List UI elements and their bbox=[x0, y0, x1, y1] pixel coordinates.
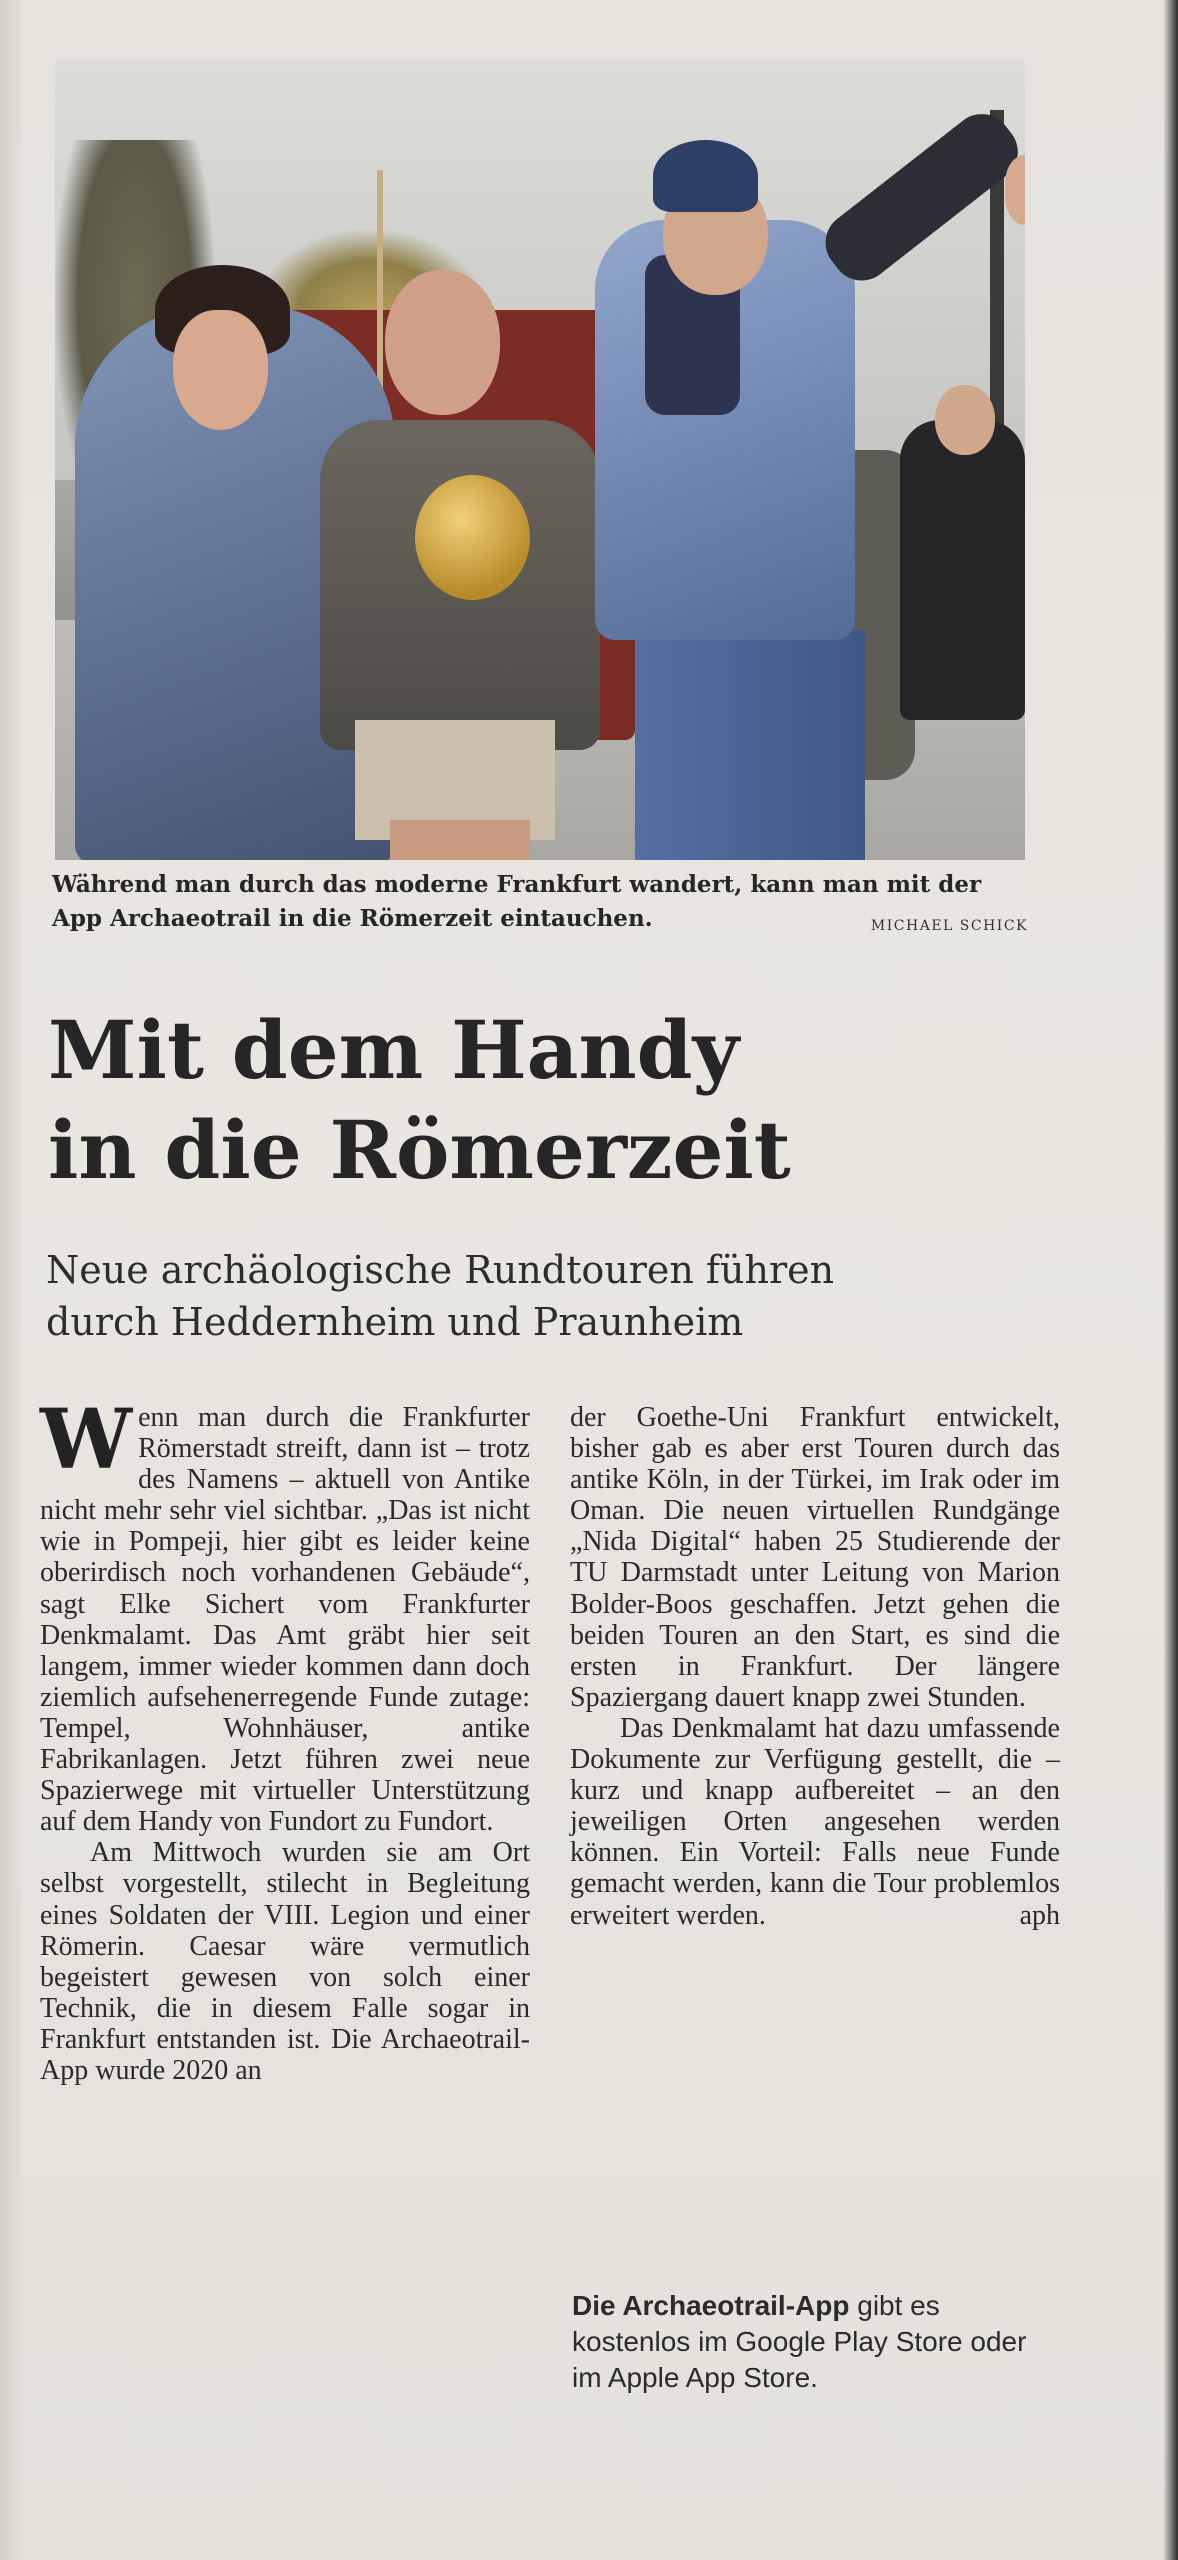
paragraph-3-text: Das Denkmalamt hat dazu umfassende Dokumente zur Verfügung gestellt, die – kurz und knapp aufbereitet – an den jeweiligen Orten angesehen werden können. Ein Vorteil: Falls neue Funde gemacht werden, kann die Tour problemlos erweitert werden. bbox=[570, 1712, 1060, 1931]
paragraph-2 bbox=[40, 1837, 530, 2086]
helmet bbox=[415, 475, 530, 600]
paragraph-3 bbox=[570, 1713, 1060, 1931]
author-signature: aph bbox=[1019, 1899, 1060, 1931]
headline-line-1: Mit dem Handy bbox=[48, 1003, 740, 1097]
article-column-2 bbox=[570, 1402, 1060, 1931]
photo-caption: Während man durch das moderne Frankfurt wandert, kann man mit der App Archaeotrail in die Römerzeit eintauchen. bbox=[52, 871, 982, 932]
paragraph-2-text: Am Mittwoch wurden sie am Ort selbst vorgestellt, stilecht in Begleitung eines Soldaten der VIII. Legion und einer Römerin. Caesar wäre vermutlich begeistert gewesen von solch einer Technik, die in diesem Falle sogar in Frankfurt entstanden ist. Die Archaeotrail-App wurde 2020 an bbox=[40, 1837, 530, 2086]
subheadline-line-1: Neue archäologische Rundtouren führen bbox=[46, 1248, 835, 1292]
headline-line-2: in die Römerzeit bbox=[48, 1103, 791, 1197]
paragraph-2-continued bbox=[570, 1402, 1060, 1713]
photo-credit: MICHAEL SCHICK bbox=[870, 918, 1028, 934]
subheadline-line-2: durch Heddernheim und Praunheim bbox=[46, 1300, 744, 1344]
app-info-note bbox=[572, 2288, 1052, 2396]
article-column-1 bbox=[40, 1392, 530, 2086]
page-edge-left bbox=[0, 0, 22, 2560]
paragraph-1 bbox=[40, 1392, 530, 1838]
subheadline bbox=[46, 1244, 1046, 1348]
paragraph-2-continued-text: der Goethe-Uni Frankfurt entwickelt, bisher gab es aber erst Touren durch das antike Köln, in der Türkei, im Irak oder im Oman. Die neuen virtuellen Rundgänge „Nida Digital“ haben 25 Studierende der TU Darmstadt unter Leitung von Marion Bolder-Boos geschaffen. Jetzt gehen die beiden Touren an den Start, es sind die ersten in Frankfurt. Der längere Spaziergang dauert knapp zwei Stunden. bbox=[570, 1402, 1060, 1713]
app-info-text: gibt es kostenlos im Google Play Store oder im Apple App Store. bbox=[572, 2290, 1027, 2393]
headline bbox=[48, 1000, 1048, 1200]
article-photo bbox=[55, 60, 1025, 860]
paragraph-1-text: enn man durch die Frankfurter Römerstadt streift, dann ist – trotz des Namens – aktuell von Antike nicht mehr sehr viel sichtbar. „Das ist nicht wie in Pompeji, hier gibt es leider keine oberirdisch noch vorhandenen Gebäude“, sagt Elke Sichert vom Frankfurter Denkmalamt. Das Amt gräbt hier seit langem, immer wieder kommen dann doch ziemlich aufsehenerregende Funde zutage: Tempel, Wohnhäuser, antike Fabrikanlagen. Jetzt führen zwei neue Spazierwege mit virtueller Unterstützung auf dem Handy von Fundort zu Fundort. bbox=[40, 1402, 530, 1838]
drop-cap: W bbox=[40, 1392, 133, 1488]
app-name: Die Archaeotrail-App bbox=[572, 2290, 850, 2321]
page-edge-right bbox=[1164, 0, 1178, 2560]
